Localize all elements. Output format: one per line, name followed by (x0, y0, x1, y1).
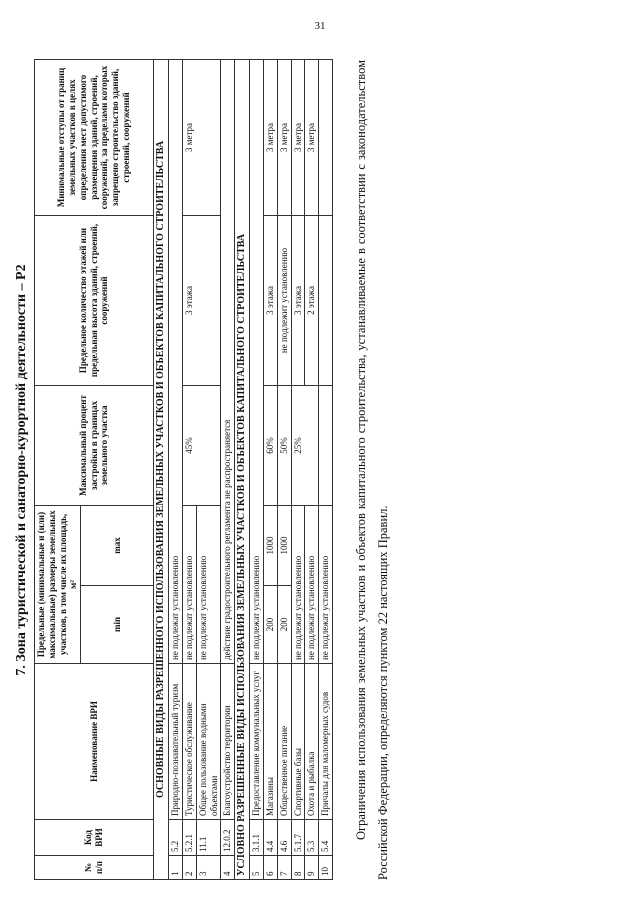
cell-indent (319, 59, 333, 215)
cell-area: не подлежат установлению (196, 505, 221, 663)
cell-code: 11.1 (196, 820, 221, 856)
cell-name: Магазины (263, 664, 277, 820)
col-area-header: Предельные (минимальные и (или) максимальные) размеры земельных участков, в том числе их площадь, м² (35, 505, 81, 663)
cell-code: 5.3 (305, 820, 319, 856)
cell-code: 5.1.7 (291, 820, 305, 856)
cell-percent: 60% (263, 385, 277, 505)
cell-indent: 3 метра (277, 59, 291, 215)
cell-merged: действие градостроительного регламента не распространяется (221, 59, 235, 663)
cell-indent: 3 метра (182, 59, 220, 215)
cell-code: 5.2.1 (182, 820, 196, 856)
cell-min: 200 (263, 586, 277, 664)
cell-indent: 3 метра (305, 59, 319, 215)
restrictions-note: Ограничения использования земельных участков и объектов капитального строительства, устанавливаемые в соответствии с законодательством Российской Федерации, определяются пунктом 22 настоящих Правил. (353, 60, 390, 880)
cell-floors: 3 этажа (263, 215, 277, 385)
cell-area: не подлежат установлению (182, 505, 196, 663)
cell-code: 3.1.1 (250, 820, 264, 856)
section-row (235, 59, 250, 879)
cell-name: Общественное питание (277, 664, 291, 820)
section-heading: ОСНОВНЫЕ ВИДЫ РАЗРЕШЕННОГО ИСПОЛЬЗОВАНИЯ ЗЕМЕЛЬНЫХ УЧАСТКОВ И ОБЪЕКТОВ КАПИТАЛЬНОГО СТРОИТЕЛЬСТВА (154, 59, 169, 879)
table-row (169, 59, 183, 879)
cell-num: 10 (319, 856, 333, 880)
cell-name: Туристическое обслуживание (182, 664, 196, 820)
col-name-header: Наименование ВРИ (35, 664, 154, 820)
cell-code: 12.0.2 (221, 820, 235, 856)
cell-indent: 3 метра (263, 59, 277, 215)
table-row (319, 59, 333, 879)
cell-code: 5.2 (169, 820, 183, 856)
cell-floors: не подлежит установлению (277, 215, 291, 385)
cell-floors: 3 этажа (182, 215, 220, 385)
cell-name: Природно-познавательный туризм (169, 664, 183, 820)
col-floors-header: Предельное количество этажей или предельная высота зданий, строений, сооружений (35, 215, 154, 385)
regulation-table (34, 59, 333, 880)
cell-percent: 45% (182, 385, 220, 505)
col-code-header: Код ВРИ (35, 820, 154, 856)
rotated-page (10, 60, 630, 880)
cell-min: 200 (277, 586, 291, 664)
cell-num: 6 (263, 856, 277, 880)
cell-area: не подлежат установлению (319, 505, 333, 663)
cell-percent (319, 385, 333, 505)
col-percent-header: Максимальный процент застройки в границах земельного участка (35, 385, 154, 505)
table-row (277, 59, 291, 879)
cell-num: 9 (305, 856, 319, 880)
cell-floors: 2 этажа (305, 215, 319, 385)
cell-percent: 25% (291, 385, 319, 505)
page-title: 7. Зона туристической и санаторно-курортной деятельности – Р2 (14, 264, 29, 676)
cell-floors (319, 215, 333, 385)
cell-num: 5 (250, 856, 264, 880)
cell-num: 8 (291, 856, 305, 880)
table-row (221, 59, 235, 879)
table-row (250, 59, 264, 879)
cell-num: 1 (169, 856, 183, 880)
cell-code: 4.4 (263, 820, 277, 856)
cell-merged: не подлежат установлению (169, 59, 183, 663)
cell-code: 4.6 (277, 820, 291, 856)
cell-num: 7 (277, 856, 291, 880)
header-row (35, 59, 81, 879)
cell-max: 1000 (263, 505, 277, 585)
cell-name: Причалы для маломерных судов (319, 664, 333, 820)
cell-name: Охота и рыбалка (305, 664, 319, 820)
cell-name: Общее пользование водными объектами (196, 664, 221, 820)
cell-percent: 50% (277, 385, 291, 505)
page-number: 31 (314, 20, 326, 32)
cell-code: 5.4 (319, 820, 333, 856)
col-num-header: № п/п (35, 856, 154, 880)
cell-num: 2 (182, 856, 196, 880)
cell-name: Предоставление коммунальных услуг (250, 664, 264, 820)
cell-name: Спортивные базы (291, 664, 305, 820)
cell-indent: 3 метра (291, 59, 305, 215)
col-indent-header: Минимальные отступы от границ земельных участков в целях определения мест допустимого размещения зданий, строений, сооружений, за пределами которых запрещено строительство зданий, строений, сооружений (35, 59, 154, 215)
col-min-header: min (81, 586, 154, 664)
cell-area: не подлежат установлению (305, 505, 319, 663)
cell-merged: не подлежат установлению (250, 59, 264, 663)
cell-num: 3 (196, 856, 221, 880)
table-row (182, 59, 196, 879)
col-max-header: max (81, 505, 154, 585)
cell-area: не подлежат установлению (291, 505, 305, 663)
cell-num: 4 (221, 856, 235, 880)
section-row (154, 59, 169, 879)
cell-max: 1000 (277, 505, 291, 585)
cell-floors: 3 этажа (291, 215, 305, 385)
table-row (263, 59, 277, 879)
cell-name: Благоустройство территории (221, 664, 235, 820)
section-heading: УСЛОВНО РАЗРЕШЕННЫЕ ВИДЫ ИСПОЛЬЗОВАНИЯ ЗЕМЕЛЬНЫХ УЧАСТКОВ И ОБЪЕКТОВ КАПИТАЛЬНОГО СТРОИТЕЛЬСТВА (235, 59, 250, 879)
table-row (291, 59, 305, 879)
